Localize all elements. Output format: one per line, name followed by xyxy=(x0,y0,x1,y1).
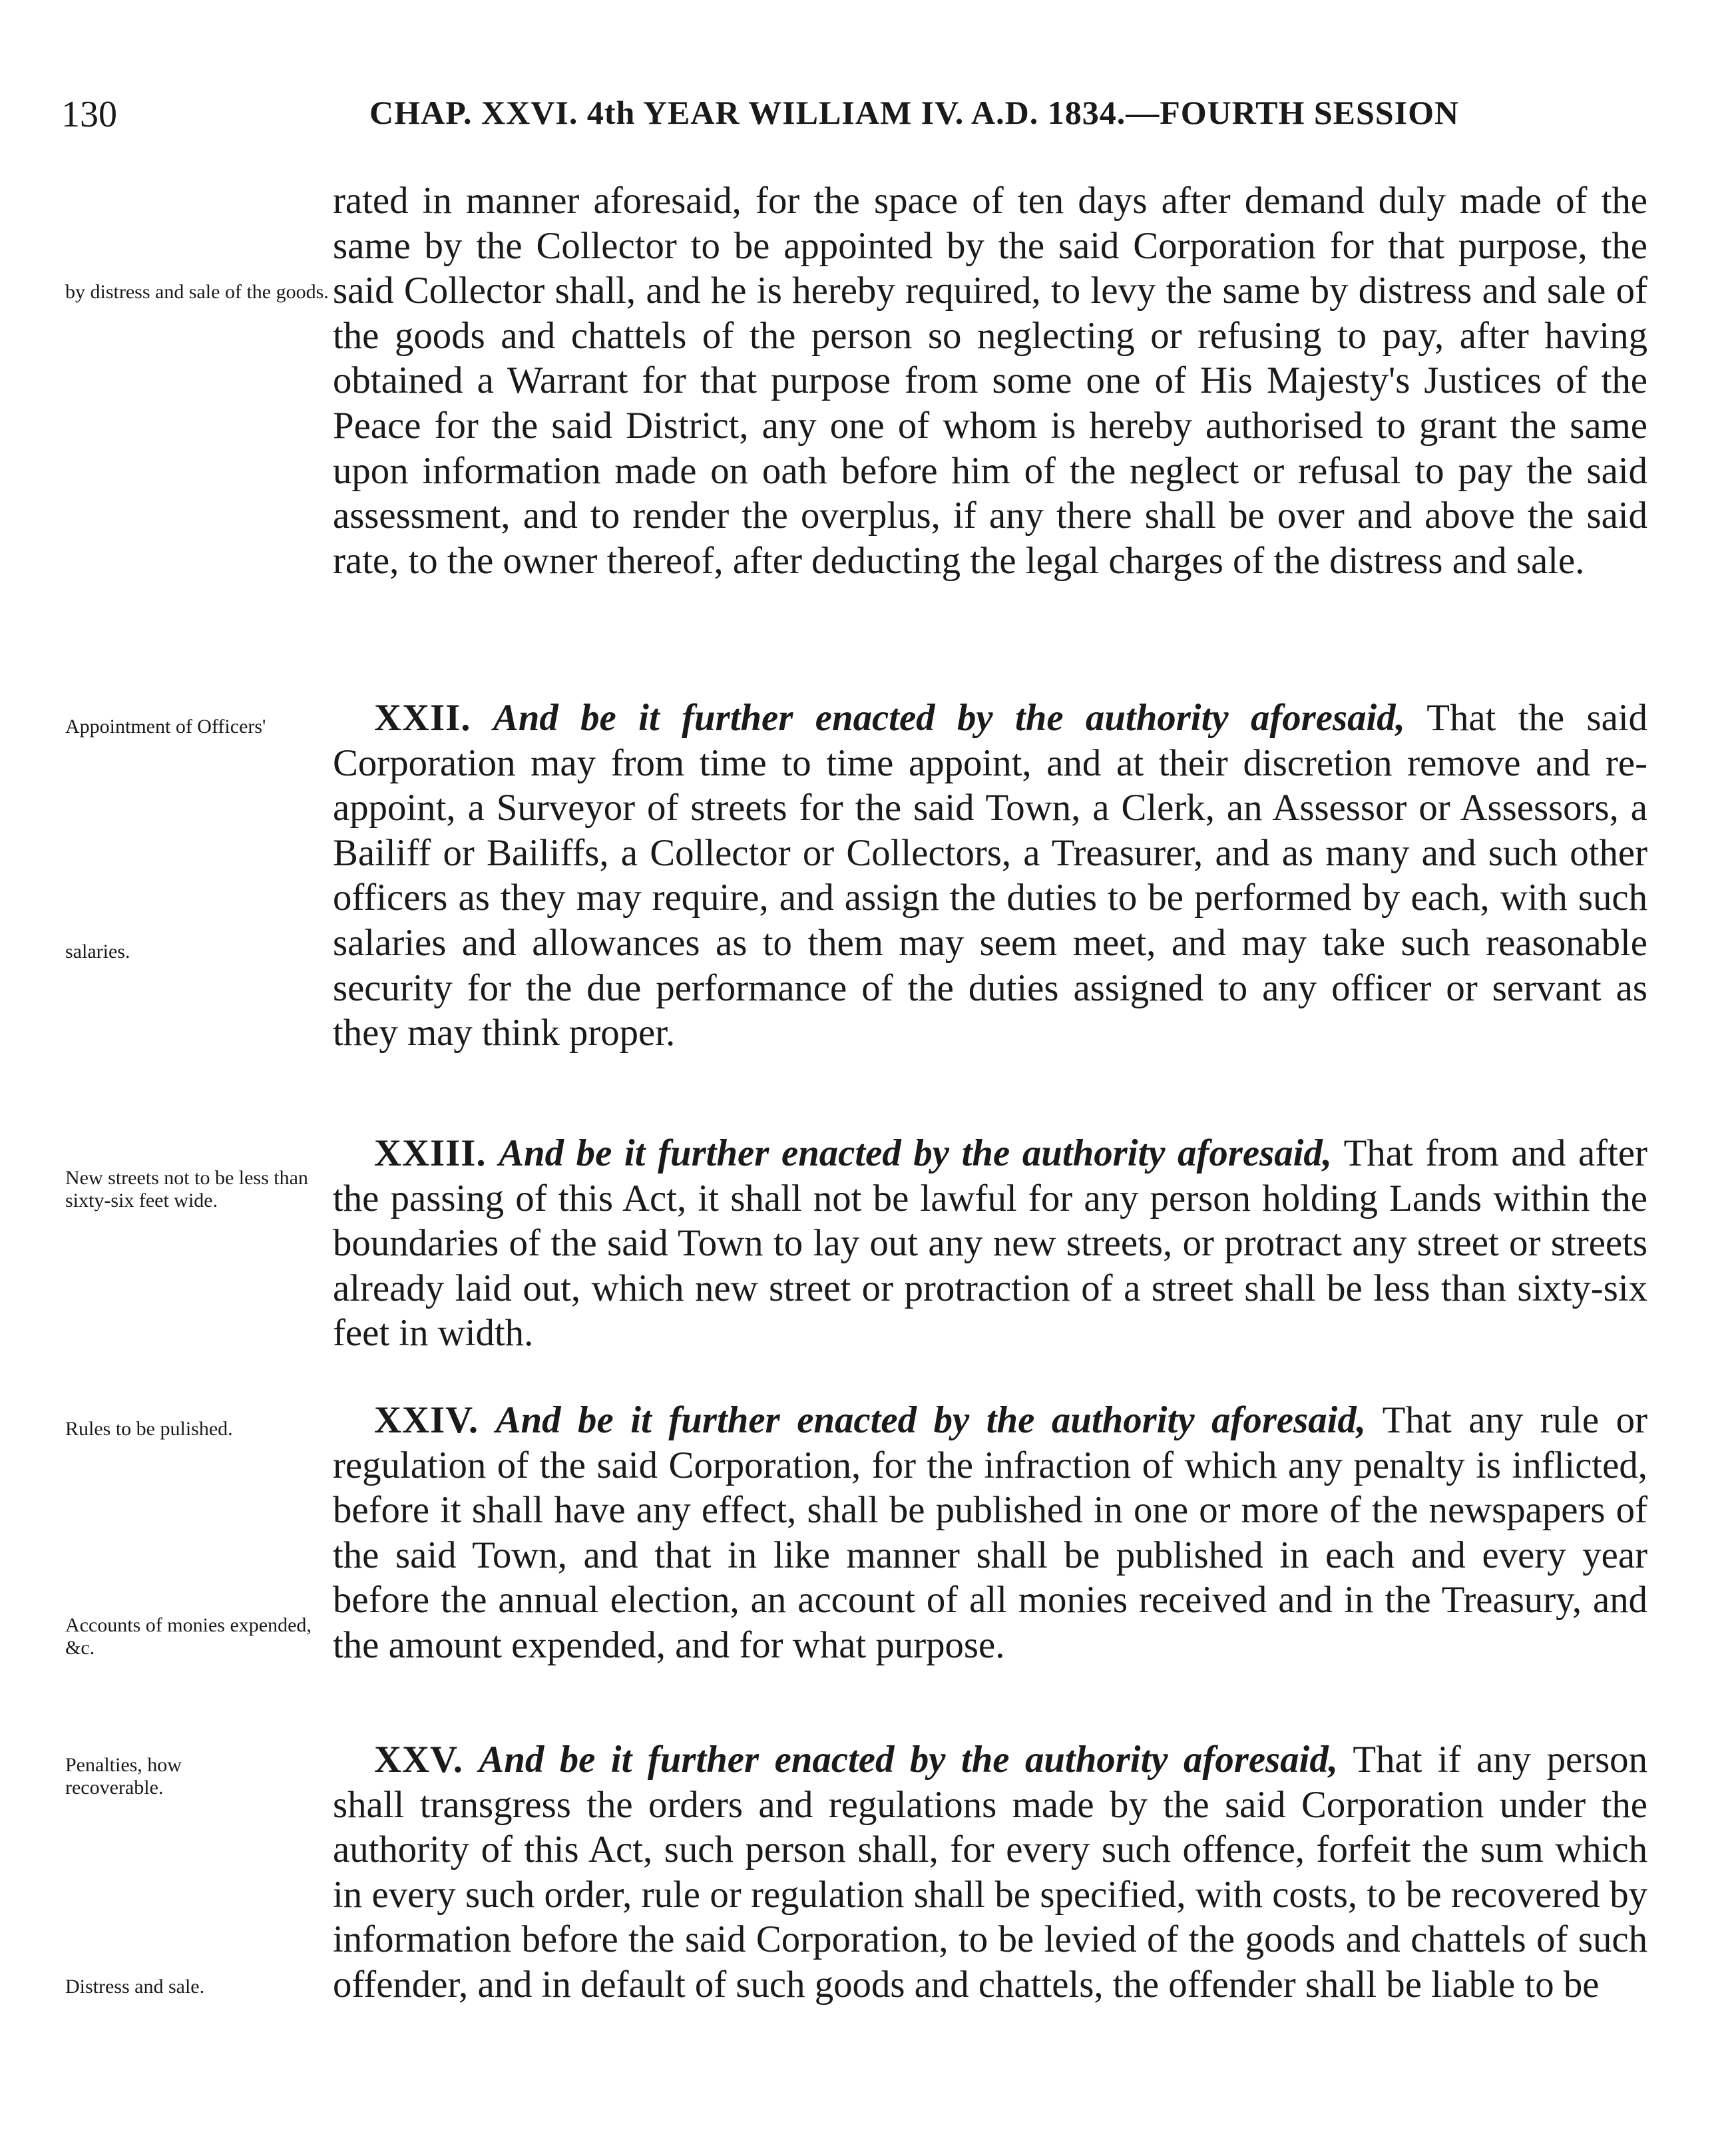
section-number: XXII. xyxy=(374,697,471,739)
section-xxiv xyxy=(333,1398,1647,1668)
marginal-note-penalties: Penalties, how recoverable. xyxy=(65,1754,182,1799)
section-text: That from and after the passing of this Act, it shall not be lawful for any person holding Lands within the boundaries of the said Town to lay out any new streets, or protract any street or streets already laid out, which new street or protraction of a street shall be less than sixty-six feet in width. xyxy=(333,1132,1647,1355)
section-text: That any rule or regulation of the said Corporation, for the infraction of which any penalty is inflicted, before it shall have any effect, shall be published in one or more of the newspapers of the said Town, and that in like manner shall be published in each and every year before the annual election, an account of all monies received and in the Treasury, and the amount expended, and for what purpose. xyxy=(333,1399,1647,1666)
enacting-clause: And be it further enacted by the authority aforesaid, xyxy=(493,697,1405,739)
marginal-note-new-streets: New streets not to be less than sixty-six feet wide. xyxy=(65,1167,308,1211)
section-text: rated in manner aforesaid, for the space of ten days after demand duly made of the same by the Collector to be appointed by the said Corporation for that purpose, the said Collector shall, and he is hereby required, to levy the same by distress and sale of the goods and chattels of the person so neglecting or refusing to pay, after having obtained a Warrant for that purpose from some one of His Majesty's Justices of the Peace for the said District, any one of whom is hereby authorised to grant the same upon information made on oath before him of the neglect or refusal to pay the said assessment, and to render the overplus, if any there shall be over and above the said rate, to the owner thereof, after deducting the legal charges of the distress and sale. xyxy=(333,180,1647,582)
section-text: That if any person shall transgress the orders and regulations made by the said Corporation under the authority of this Act, such person shall, for every such offence, forfeit the sum which in every such order, rule or regulation shall be specified, with costs, to be recovered by information before the said Corporation, to be levied of the goods and chattels of such offender, and in default of such goods and chattels, the offender shall be liable to be xyxy=(333,1739,1647,2006)
section-number: XXIII. xyxy=(374,1132,487,1174)
marginal-note-salaries: salaries. xyxy=(65,941,130,963)
section-xxv xyxy=(333,1737,1647,2008)
section-number: XXV. xyxy=(374,1739,463,1781)
section-continuation xyxy=(333,178,1647,583)
section-xxii xyxy=(333,696,1647,1056)
marginal-note-rules: Rules to be pulished. xyxy=(65,1418,233,1440)
enacting-clause: And be it further enacted by the authority aforesaid, xyxy=(499,1132,1332,1174)
marginal-note-accounts: Accounts of monies expended, &c. xyxy=(65,1614,312,1659)
section-xxiii xyxy=(333,1131,1647,1356)
marginal-note-distress: by distress and sale of the goods. xyxy=(65,281,329,303)
section-text: That the said Corporation may from time to time appoint, and at their discretion remove and re-appoint, a Surveyor of streets for the said Town, a Clerk, an Assessor or Assessors, a Bailiff or Bailiffs, a Collector or Collectors, a Treasurer, and as many and such other officers as they may require, and assign the duties to be performed by each, with such salaries and allowances as to them may seem meet, and may take such reasonable security for the due performance of the duties assigned to any officer or servant as they may think proper. xyxy=(333,697,1648,1054)
page-number: 130 xyxy=(61,94,117,135)
running-head: CHAP. XXVI. 4th YEAR WILLIAM IV. A.D. 1834.—FOURTH SESSION xyxy=(369,94,1460,131)
enacting-clause: And be it further enacted by the authority aforesaid, xyxy=(479,1739,1338,1781)
marginal-note-distress-sale: Distress and sale. xyxy=(65,1976,205,1998)
enacting-clause: And be it further enacted by the authority aforesaid, xyxy=(495,1399,1367,1441)
section-number: XXIV. xyxy=(374,1399,479,1441)
marginal-note-appointment: Appointment of Officers' xyxy=(65,716,266,738)
